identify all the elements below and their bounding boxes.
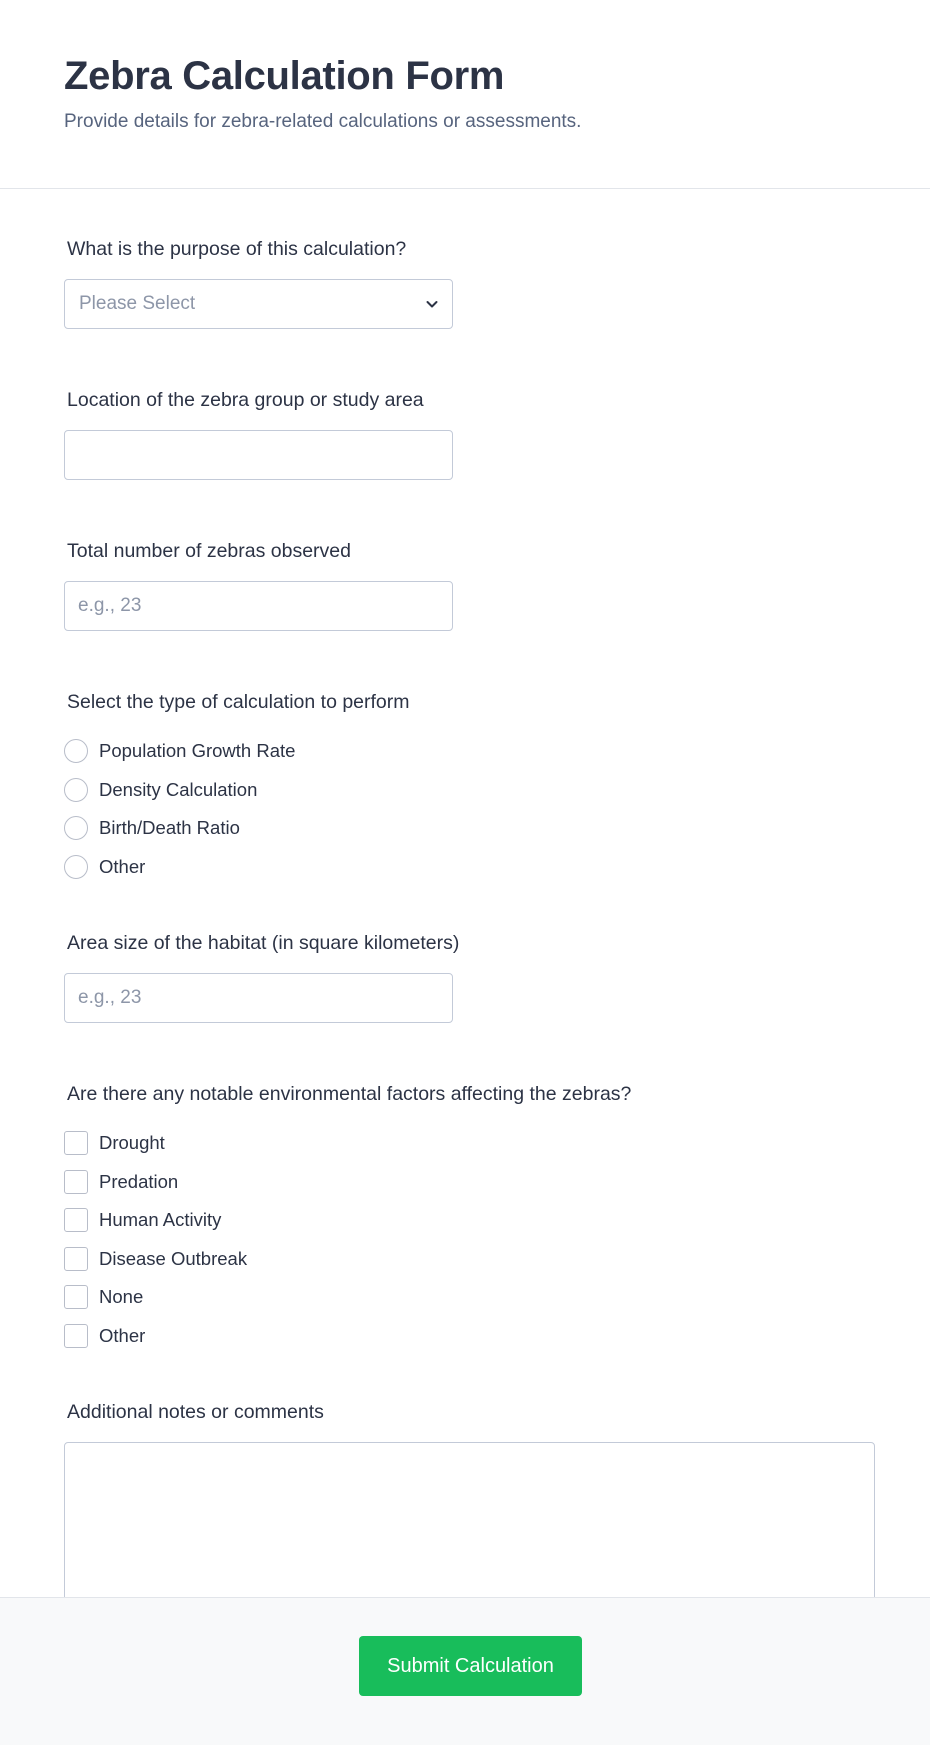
form-header [0, 0, 930, 189]
field-purpose [64, 237, 866, 329]
radio-button[interactable] [64, 816, 88, 840]
submit-button[interactable]: Submit Calculation [359, 1636, 582, 1696]
env-factors-label: Are there any notable environmental factors affecting the zebras? [67, 1083, 632, 1105]
field-calc-type [64, 690, 866, 886]
radio-option-label: Birth/Death Ratio [99, 817, 240, 839]
radio-option-label: Population Growth Rate [99, 740, 296, 762]
radio-option[interactable] [64, 771, 866, 810]
checkbox-option-label: None [99, 1286, 144, 1308]
field-location [64, 388, 866, 480]
form-body [0, 189, 930, 1643]
total-zebras-label: Total number of zebras observed [67, 540, 351, 562]
form-subtitle: Provide details for zebra-related calculations or assessments. [64, 111, 582, 132]
checkbox-option[interactable] [64, 1317, 866, 1356]
checkbox[interactable] [64, 1131, 88, 1155]
radio-button[interactable] [64, 739, 88, 763]
calc-type-label: Select the type of calculation to perform [67, 691, 410, 713]
field-area-size [64, 931, 866, 1023]
purpose-label: What is the purpose of this calculation? [67, 238, 407, 260]
location-input[interactable] [64, 430, 453, 480]
checkbox[interactable] [64, 1170, 88, 1194]
notes-label: Additional notes or comments [67, 1401, 324, 1423]
radio-option-label: Density Calculation [99, 778, 258, 800]
radio-option[interactable] [64, 732, 866, 771]
area-size-input[interactable] [64, 973, 453, 1023]
calc-type-options [64, 732, 866, 886]
purpose-select-value: Please Select [79, 293, 196, 314]
checkbox-option[interactable] [64, 1124, 866, 1163]
checkbox-option[interactable] [64, 1201, 866, 1240]
radio-option[interactable] [64, 809, 866, 848]
checkbox-option-label: Drought [99, 1132, 165, 1154]
checkbox-option-label: Disease Outbreak [99, 1247, 248, 1269]
checkbox[interactable] [64, 1208, 88, 1232]
field-total-zebras [64, 539, 866, 631]
checkbox-option-label: Human Activity [99, 1209, 222, 1231]
checkbox-option[interactable] [64, 1278, 866, 1317]
form-footer [0, 1597, 930, 1745]
total-zebras-input[interactable] [64, 581, 453, 631]
checkbox-option-label: Other [99, 1324, 146, 1346]
checkbox-option-label: Predation [99, 1170, 179, 1192]
env-factors-options [64, 1124, 866, 1355]
radio-button[interactable] [64, 855, 88, 879]
chevron-down-icon [424, 296, 440, 312]
location-label: Location of the zebra group or study area [67, 389, 424, 411]
checkbox[interactable] [64, 1285, 88, 1309]
area-size-label: Area size of the habitat (in square kilometers) [67, 932, 460, 954]
checkbox-option[interactable] [64, 1163, 866, 1202]
radio-button[interactable] [64, 778, 88, 802]
field-env-factors [64, 1082, 866, 1355]
checkbox[interactable] [64, 1247, 88, 1271]
checkbox[interactable] [64, 1324, 88, 1348]
form-title: Zebra Calculation Form [64, 54, 505, 98]
checkbox-option[interactable] [64, 1240, 866, 1279]
radio-option-label: Other [99, 855, 146, 877]
radio-option[interactable] [64, 848, 866, 887]
purpose-select[interactable] [64, 279, 453, 329]
